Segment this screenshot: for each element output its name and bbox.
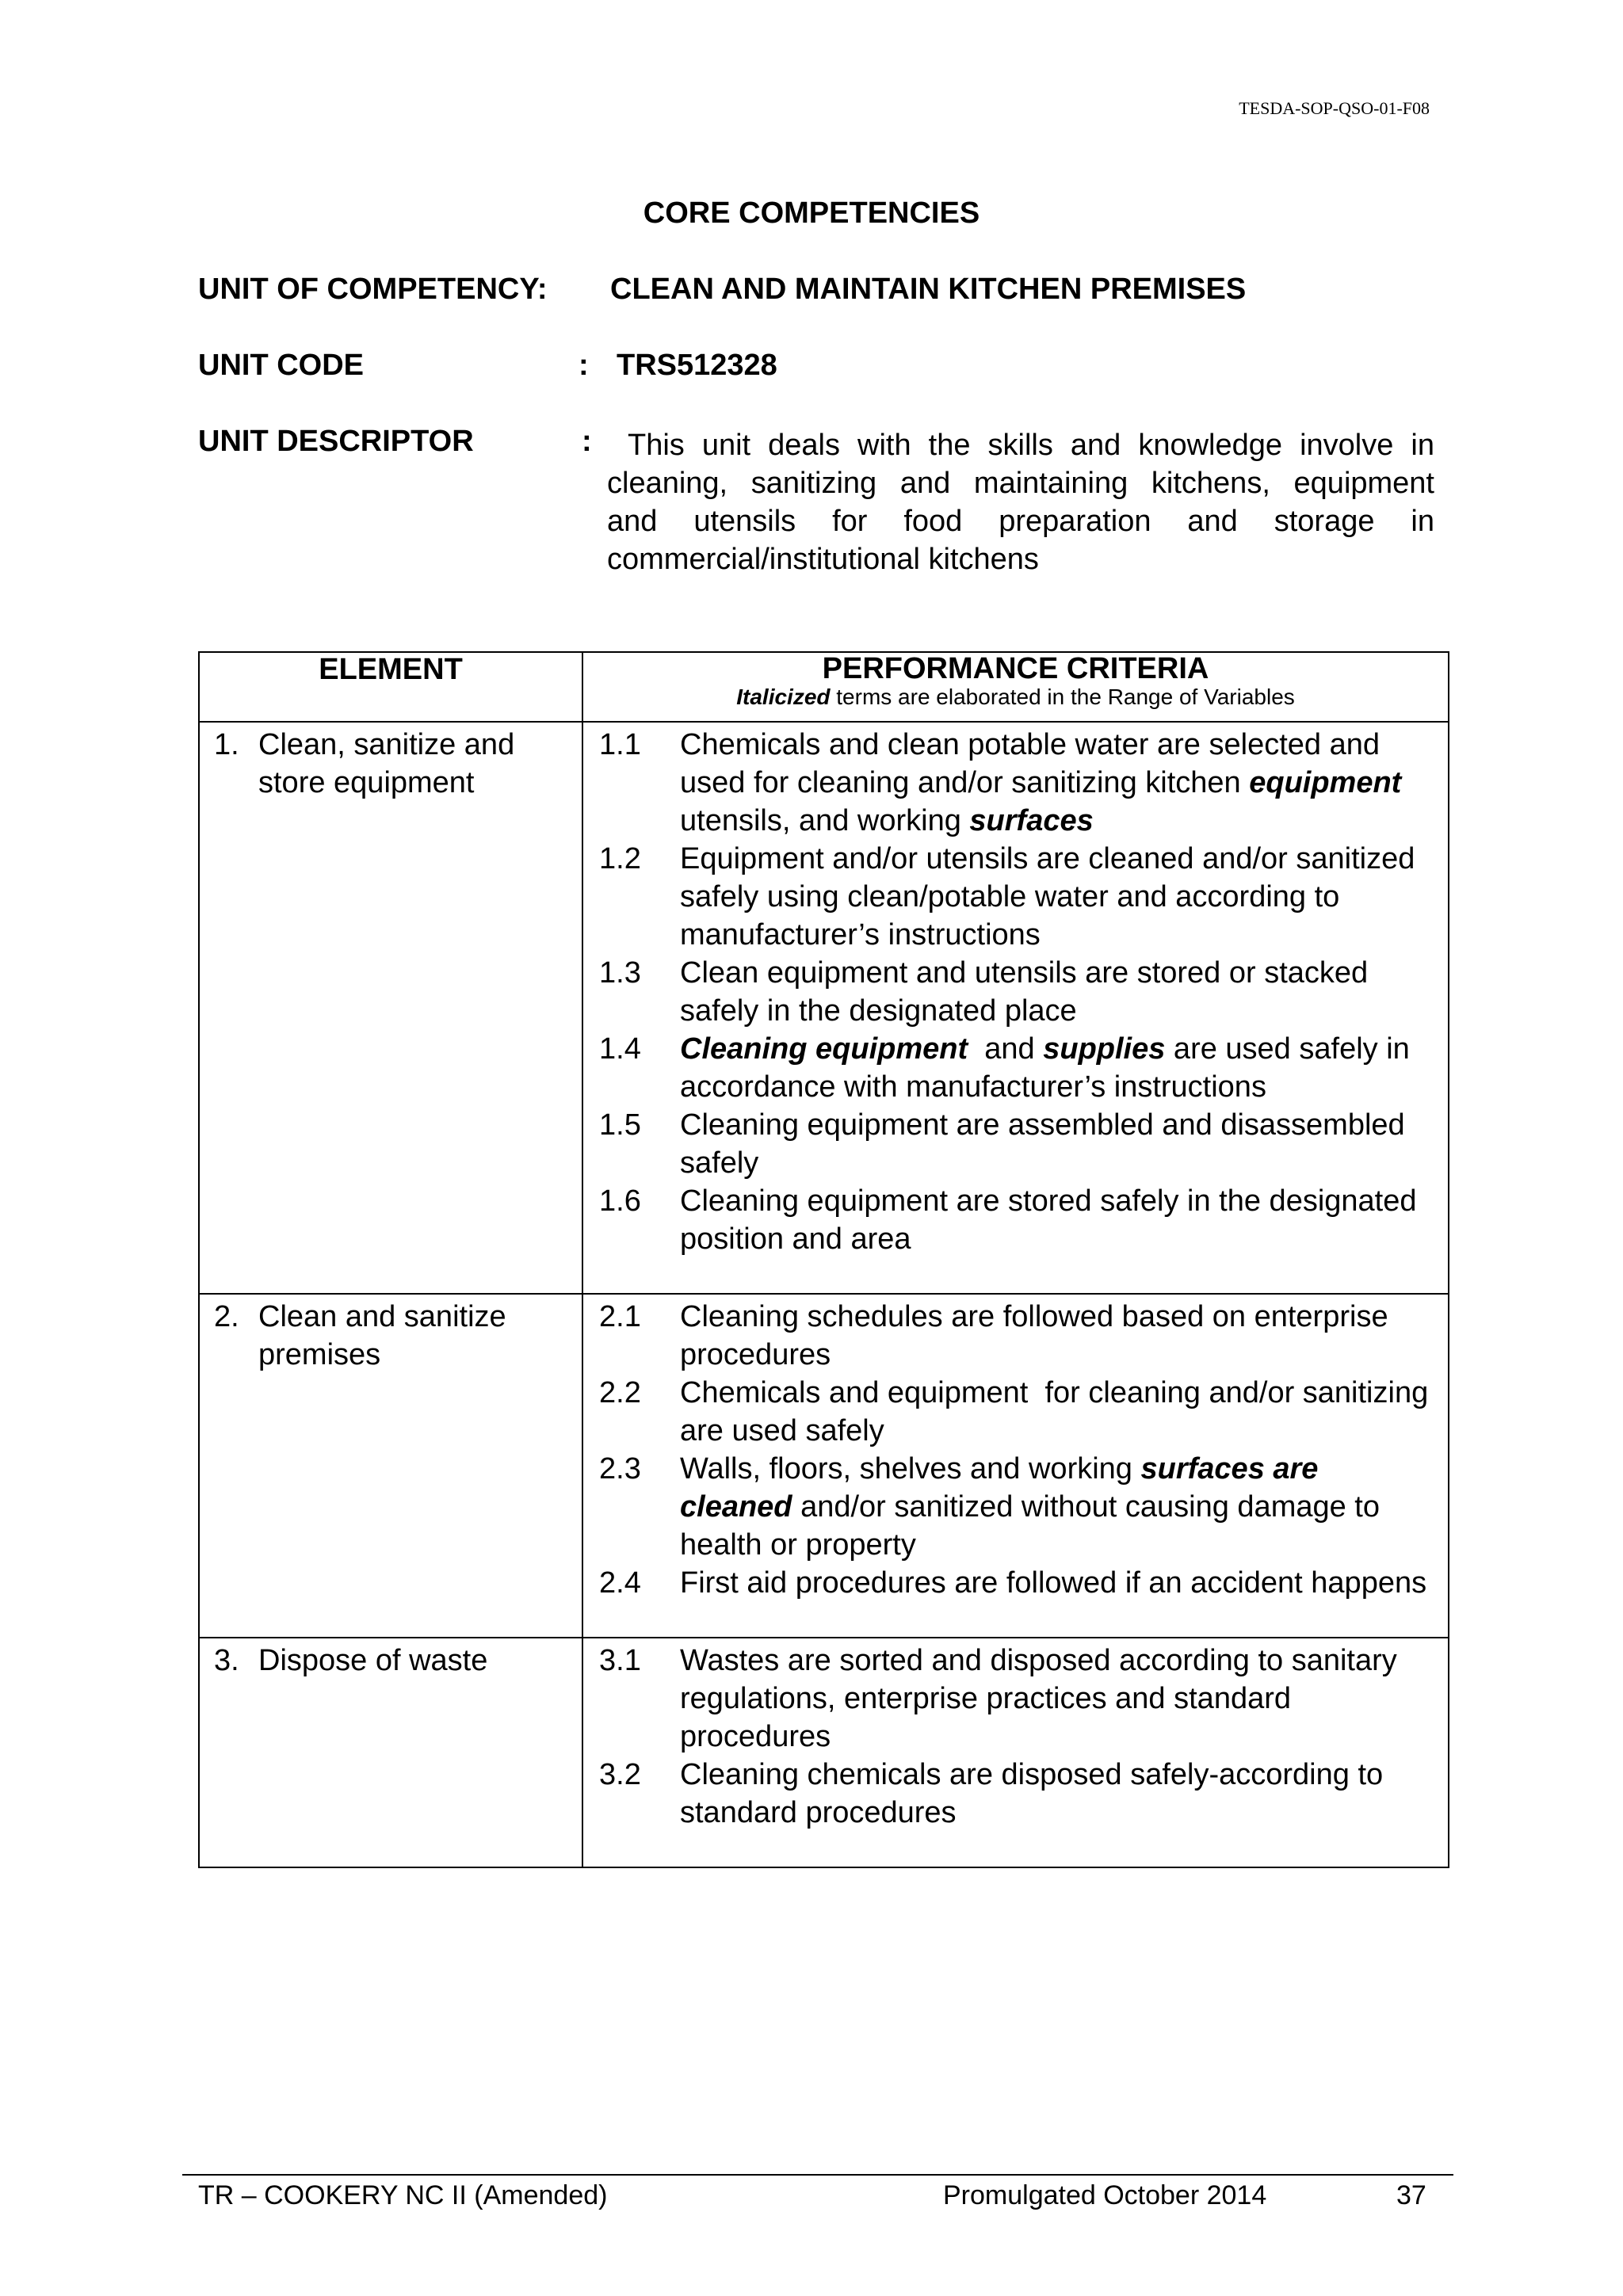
unit-code-colon: : bbox=[579, 349, 589, 382]
criterion-text-part: are used safely in accordance with manufacturer’s instructions bbox=[680, 1032, 1419, 1104]
element-title-line: premises bbox=[258, 1338, 381, 1371]
criterion-item bbox=[599, 726, 1432, 840]
criterion-text bbox=[680, 1182, 1432, 1258]
italicized-note-rest: terms are elaborated in the Range of Variables bbox=[830, 685, 1295, 709]
italicized-term: Cleaning equipment bbox=[680, 1032, 968, 1066]
criterion-number: 1.2 bbox=[599, 842, 641, 875]
criterion-number: 3.1 bbox=[599, 1644, 641, 1677]
element-number: 1. bbox=[214, 728, 239, 761]
element-title bbox=[258, 1298, 506, 1374]
criterion-text-part: Wastes are sorted and disposed according to sanitary regulations, enterprise practices and standard procedures bbox=[680, 1644, 1406, 1753]
element-number: 3. bbox=[214, 1644, 239, 1677]
criterion-item bbox=[599, 1106, 1432, 1182]
criterion-item bbox=[599, 1298, 1432, 1374]
unit-code-value: TRS512328 bbox=[617, 349, 777, 382]
criterion-text bbox=[680, 1450, 1432, 1564]
criterion-number: 2.3 bbox=[599, 1452, 641, 1486]
criterion-text bbox=[680, 1030, 1432, 1106]
element-title-line: Clean and sanitize bbox=[258, 1300, 506, 1333]
element-cell bbox=[199, 722, 582, 1294]
criterion-text-part: Cleaning equipment are stored safely in the designated position and area bbox=[680, 1184, 1426, 1256]
unit-descriptor-colon: : bbox=[582, 425, 592, 458]
element-title-line: Dispose of waste bbox=[258, 1644, 488, 1677]
element-column-header: ELEMENT bbox=[199, 652, 582, 722]
criterion-text bbox=[680, 1106, 1432, 1182]
criterion-text-part: utensils, and working bbox=[680, 766, 1410, 837]
criterion-item bbox=[599, 1030, 1432, 1106]
criterion-text-part: Chemicals and clean potable water are selected and used for cleaning and/or sanitizing kitchen bbox=[680, 728, 1388, 799]
performance-criteria-cell bbox=[582, 1638, 1449, 1867]
criterion-text-part: Clean equipment and utensils are stored or stacked safely in the designated place bbox=[680, 956, 1377, 1028]
element-title bbox=[258, 726, 514, 802]
criterion-item bbox=[599, 840, 1432, 954]
criterion-text-part: Cleaning chemicals are disposed safely-according to standard procedures bbox=[680, 1758, 1392, 1829]
element-cell bbox=[199, 1294, 582, 1638]
unit-descriptor-label: UNIT DESCRIPTOR bbox=[198, 425, 474, 458]
criterion-item bbox=[599, 1182, 1432, 1258]
performance-criteria-cell bbox=[582, 1294, 1449, 1638]
table-row bbox=[199, 1638, 1449, 1867]
criterion-text bbox=[680, 1564, 1432, 1602]
criterion-item bbox=[599, 954, 1432, 1030]
unit-of-competency-label: UNIT OF COMPETENCY: bbox=[198, 273, 548, 306]
element-number: 2. bbox=[214, 1300, 239, 1333]
criterion-text-part: Cleaning equipment are assembled and disassembled safely bbox=[680, 1108, 1414, 1180]
italicized-term: surfaces bbox=[969, 804, 1094, 837]
element-item bbox=[214, 1298, 574, 1374]
criterion-number: 1.6 bbox=[599, 1184, 641, 1218]
footer-page-number: 37 bbox=[1396, 2180, 1426, 2210]
element-title-line: store equipment bbox=[258, 766, 475, 799]
element-item bbox=[214, 726, 574, 802]
criterion-text-part: Equipment and/or utensils are cleaned and/or sanitized safely using clean/potable water and according to manufacturer’s instructions bbox=[680, 842, 1423, 952]
unit-descriptor-line: This unit deals with the skills and knowledge involve in bbox=[628, 429, 1434, 462]
table-row bbox=[199, 722, 1449, 1294]
criterion-number: 2.1 bbox=[599, 1300, 641, 1333]
criterion-number: 3.2 bbox=[599, 1758, 641, 1791]
criterion-text-part: Walls, floors, shelves and working bbox=[680, 1452, 1141, 1486]
criterion-item bbox=[599, 1564, 1432, 1602]
criterion-text bbox=[680, 1642, 1432, 1756]
criterion-text bbox=[680, 726, 1432, 840]
criterion-number: 2.4 bbox=[599, 1566, 641, 1600]
criterion-text bbox=[680, 1756, 1432, 1832]
element-title-line: Clean, sanitize and bbox=[258, 728, 515, 761]
criterion-number: 1.3 bbox=[599, 956, 641, 990]
criterion-item bbox=[599, 1450, 1432, 1564]
criterion-text-part: First aid procedures are followed if an accident happens bbox=[680, 1566, 1427, 1600]
unit-descriptor-line: cleaning, sanitizing and maintaining kitchens, equipment bbox=[607, 467, 1434, 500]
performance-criteria-cell bbox=[582, 722, 1449, 1294]
performance-criteria-title: PERFORMANCE CRITERIA bbox=[822, 652, 1209, 685]
criterion-item bbox=[599, 1642, 1432, 1756]
unit-descriptor-line: and utensils for food preparation and storage in bbox=[607, 505, 1434, 538]
italicized-term: equipment bbox=[1249, 766, 1402, 799]
criterion-number: 1.5 bbox=[599, 1108, 641, 1142]
section-title: CORE COMPETENCIES bbox=[643, 196, 980, 230]
performance-criteria-note bbox=[583, 685, 1448, 710]
criterion-text bbox=[680, 1374, 1437, 1450]
criterion-text-part: and bbox=[968, 1032, 1044, 1066]
criterion-number: 2.2 bbox=[599, 1376, 641, 1409]
element-item bbox=[214, 1642, 574, 1680]
unit-of-competency-value: CLEAN AND MAINTAIN KITCHEN PREMISES bbox=[610, 273, 1247, 306]
footer-title: TR – COOKERY NC II (Amended) bbox=[198, 2180, 608, 2210]
criterion-item bbox=[599, 1374, 1437, 1450]
competency-table bbox=[198, 651, 1449, 1868]
performance-criteria-column-header bbox=[582, 652, 1449, 722]
table-row bbox=[199, 1294, 1449, 1638]
criterion-number: 1.1 bbox=[599, 728, 641, 761]
element-cell bbox=[199, 1638, 582, 1867]
criterion-item bbox=[599, 1756, 1432, 1832]
unit-descriptor-text bbox=[607, 426, 1434, 578]
criterion-text bbox=[680, 840, 1432, 954]
criterion-text-part: and/or sanitized without causing damage to health or property bbox=[680, 1490, 1388, 1562]
criterion-text bbox=[680, 1298, 1432, 1374]
document-code: TESDA-SOP-QSO-01-F08 bbox=[1239, 98, 1430, 118]
element-title bbox=[258, 1642, 487, 1680]
criterion-number: 1.4 bbox=[599, 1032, 641, 1066]
criterion-text-part: Chemicals and equipment for cleaning and/or sanitizing are used safely bbox=[680, 1376, 1437, 1447]
italicized-note-term: Italicized bbox=[736, 685, 831, 709]
italicized-term: supplies bbox=[1043, 1032, 1166, 1066]
criterion-text bbox=[680, 954, 1432, 1030]
unit-descriptor-line: commercial/institutional kitchens bbox=[607, 543, 1039, 576]
italicized-term: surfaces are cleaned bbox=[680, 1452, 1327, 1524]
criterion-text-part: Cleaning schedules are followed based on enterprise procedures bbox=[680, 1300, 1397, 1371]
footer-promulgated: Promulgated October 2014 bbox=[943, 2180, 1267, 2210]
unit-code-label: UNIT CODE bbox=[198, 349, 364, 382]
footer-divider bbox=[182, 2174, 1453, 2176]
